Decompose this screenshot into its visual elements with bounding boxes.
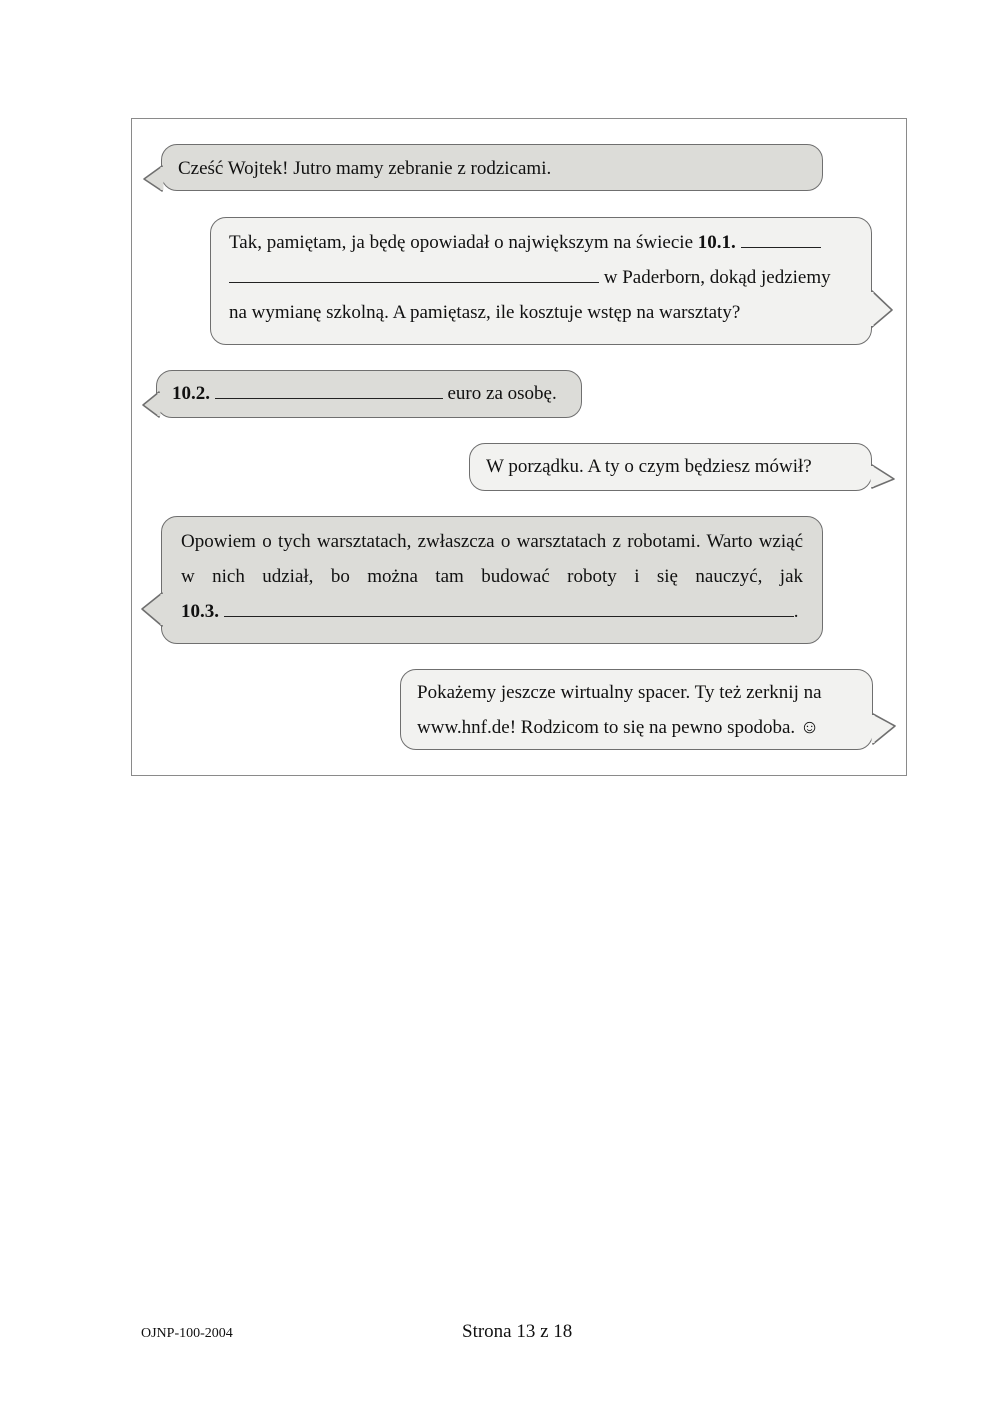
bubble-5-text: Opowiem o tych warsztatach, zwłaszcza o warsztatach z robotami. Warto wziąć w nich udział, bo można tam budować roboty i się nauczyć, jak — [181, 531, 803, 587]
bubble-1-tail — [142, 164, 164, 194]
answer-blank-10-1-a[interactable] — [741, 231, 821, 248]
speech-bubble-2 — [210, 217, 872, 345]
speech-bubble-6 — [400, 669, 873, 750]
bubble-6-line-2: www.hnf.de! Rodzicom to się na pewno spodoba. ☺ — [417, 717, 820, 738]
answer-blank-10-2[interactable] — [215, 382, 443, 399]
speech-bubble-5 — [161, 516, 823, 644]
speech-bubble-3: 10.2. euro za osobę. — [156, 370, 582, 418]
page-number: Strona 13 z 18 — [462, 1321, 573, 1342]
bubble-3-tail — [141, 390, 161, 420]
bubble-2-line-2: w Paderborn, dokąd jedziemy — [229, 260, 853, 295]
task-number-10-2: 10.2. — [172, 383, 210, 404]
speech-bubble-1 — [161, 144, 823, 191]
bubble-1-text: Cześć Wojtek! Jutro mamy zebranie z rodzicami. — [178, 158, 552, 179]
bubble-2-line-1: Tak, pamiętam, ja będę opowiadał o największym na świecie 10.1. — [229, 225, 853, 260]
speech-bubble-4 — [469, 443, 872, 491]
bubble-2-tail — [870, 287, 894, 331]
bubble-2-line-3: na wymianę szkolną. A pamiętasz, ile kosztuje wstęp na warsztaty? — [229, 302, 741, 323]
task-number-10-3: 10.3. — [181, 601, 219, 622]
bubble-6-line-1: Pokażemy jeszcze wirtualny spacer. Ty też zerknij na — [417, 682, 822, 703]
answer-blank-10-1-b[interactable] — [229, 266, 599, 283]
bubble-4-text: W porządku. A ty o czym będziesz mówił? — [486, 456, 812, 477]
task-number-10-1: 10.1. — [697, 232, 736, 253]
document-code: OJNP-100-2004 — [141, 1326, 233, 1341]
bubble-5-line-3: 10.3. . — [181, 601, 799, 622]
answer-blank-10-3[interactable] — [224, 600, 794, 617]
bubble-5-tail — [140, 590, 164, 630]
bubble-4-tail — [870, 462, 896, 492]
bubble-6-tail — [871, 711, 897, 747]
